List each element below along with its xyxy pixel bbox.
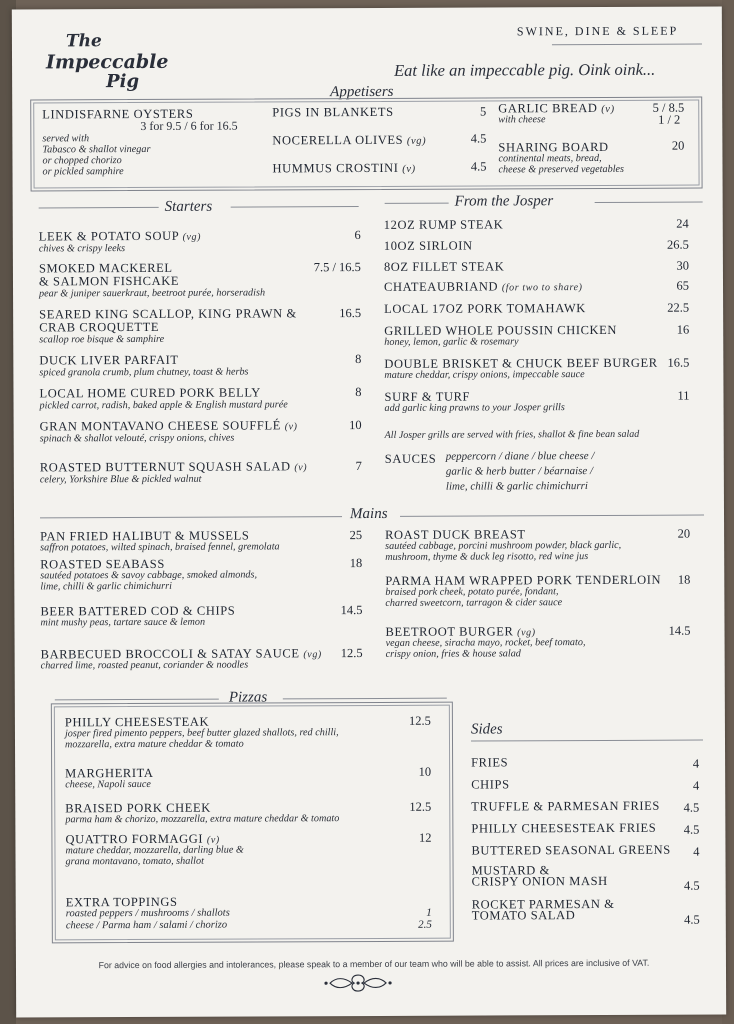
starter-6-desc-1: celery, Yorkshire Blue & pickled walnut bbox=[39, 473, 202, 486]
starter-4-desc-1: pickled carrot, radish, baked apple & English mustard purée bbox=[39, 399, 288, 412]
josper-2-name bbox=[384, 259, 505, 275]
side-5-price: 4.5 bbox=[683, 878, 700, 893]
josper-7-label: SURF & TURF bbox=[384, 389, 471, 404]
side-3-name: PHILLY CHEESESTEAK FRIES bbox=[471, 820, 657, 836]
starter-5-price: 10 bbox=[349, 418, 362, 433]
pizza-0-label: PHILLY CHEESESTEAK bbox=[64, 714, 210, 730]
appetiser-oysters-desc-2: Tabasco & shallot vinegar bbox=[42, 143, 151, 156]
extra-toppings-title: EXTRA TOPPINGS bbox=[65, 894, 178, 910]
main-right-0-desc-1: sautéed cabbage, porcini mushroom powder, black garlic, bbox=[385, 539, 622, 552]
ornament-icon bbox=[322, 972, 394, 999]
logo-line-pig: Pig bbox=[106, 70, 140, 93]
pizza-2-price: 12.5 bbox=[409, 799, 432, 814]
side-3-price: 4.5 bbox=[683, 822, 700, 837]
appetiser-olives-tag: (vg) bbox=[406, 135, 427, 147]
side-0-price: 4 bbox=[692, 756, 700, 771]
main-left-3-label: BARBECUED BROCCOLI & SATAY SAUCE bbox=[40, 646, 300, 662]
mains-right-list bbox=[12, 6, 722, 9]
josper-6-price: 16.5 bbox=[667, 355, 690, 370]
starter-1-price: 7.5 / 16.5 bbox=[313, 260, 361, 275]
josper-0-price: 24 bbox=[676, 216, 689, 231]
main-left-0-label: PAN FRIED HALIBUT & MUSSELS bbox=[40, 528, 250, 544]
sauces-line-3: lime, chilli & garlic chimichurri bbox=[445, 480, 588, 493]
josper-1-price: 26.5 bbox=[666, 237, 689, 252]
main-right-2-price: 14.5 bbox=[668, 623, 691, 638]
starter-3-desc-1: spiced granola crumb, plum chutney, toast & herbs bbox=[39, 366, 249, 379]
main-left-0-price: 25 bbox=[349, 528, 363, 543]
starter-5-desc-1: spinach & shallot velouté, crispy onions, chives bbox=[39, 432, 235, 445]
tagline: SWINE, DINE & SLEEP bbox=[516, 23, 679, 39]
main-left-1-price: 18 bbox=[349, 556, 363, 571]
starter-5-label: GRAN MONTAVANO CHEESE SOUFFLÉ bbox=[39, 418, 281, 434]
pizza-1-desc-1: cheese, Napoli sauce bbox=[65, 778, 151, 791]
side-4-name: BUTTERED SEASONAL GREENS bbox=[471, 842, 671, 858]
starter-2-label: SEARED KING SCALLOP, KING PRAWN & bbox=[39, 306, 297, 322]
josper-1-label: 10OZ SIRLOIN bbox=[383, 238, 473, 253]
josper-0-label: 12OZ RUMP STEAK bbox=[383, 217, 504, 232]
starters-rule-left bbox=[39, 207, 159, 209]
josper-2-price: 30 bbox=[676, 258, 689, 273]
mains-title: Mains bbox=[349, 505, 388, 523]
side-2-name: TRUFFLE & PARMESAN FRIES bbox=[471, 798, 660, 814]
josper-3-price: 65 bbox=[676, 278, 690, 293]
side-6-name: ROCKET PARMESAN & bbox=[471, 896, 615, 912]
starter-2-desc-1: scallop roe bisque & samphire bbox=[39, 333, 165, 346]
main-right-2-desc-2: crispy onion, fries & house salad bbox=[385, 648, 521, 660]
extra-toppings-price-1: 1 bbox=[426, 906, 432, 919]
pizzas-rule-right bbox=[283, 698, 447, 700]
main-left-1-label: ROASTED SEABASS bbox=[40, 556, 165, 572]
side-5-name-2: CRISPY ONION MASH bbox=[471, 873, 608, 889]
extra-toppings-price-2: 2.5 bbox=[418, 918, 432, 931]
appetiser-board-desc-2: cheese & preserved vegetables bbox=[498, 163, 625, 176]
josper-rule-left bbox=[385, 203, 449, 204]
side-4-price: 4 bbox=[693, 844, 700, 859]
mains-left-list bbox=[12, 6, 722, 9]
starter-0-tag: (vg) bbox=[182, 231, 202, 243]
appetiser-board-name: SHARING BOARD bbox=[498, 139, 609, 155]
starter-1-name-2: & SALMON FISHCAKE bbox=[38, 273, 180, 289]
josper-4-name bbox=[384, 301, 586, 317]
main-left-2-price: 14.5 bbox=[340, 603, 363, 618]
sauces-line-2: garlic & herb butter / béarnaise / bbox=[445, 465, 594, 478]
starter-4-price: 8 bbox=[355, 385, 362, 400]
pizza-3-price: 12 bbox=[418, 830, 432, 845]
starter-6-tag: (v) bbox=[294, 462, 308, 474]
sauces-line-1: peppercorn / diane / blue cheese / bbox=[445, 450, 595, 463]
sides-list bbox=[12, 6, 722, 9]
appetiser-blankets-price: 5 bbox=[479, 104, 487, 119]
appetiser-garlic-desc: with cheese bbox=[498, 114, 546, 126]
header-divider bbox=[552, 44, 702, 46]
josper-title: From the Josper bbox=[454, 193, 554, 210]
appetiser-garlic-price-2: 1 / 2 bbox=[658, 112, 681, 127]
appetiser-oysters-desc-4: or pickled samphire bbox=[42, 166, 124, 178]
sides-rule bbox=[471, 740, 703, 742]
main-left-3-tag: (vg) bbox=[303, 649, 322, 661]
main-left-1-desc-2: lime, chilli & garlic chimichurri bbox=[40, 580, 172, 593]
main-left-2-desc-1: mint mushy peas, tartare sauce & lemon bbox=[40, 616, 206, 629]
pizza-0-price: 12.5 bbox=[409, 713, 431, 728]
side-5-name: MUSTARD & bbox=[471, 863, 550, 878]
starter-2-price: 16.5 bbox=[339, 306, 362, 321]
starter-1-desc-1: pear & juniper sauerkraut, beetroot purée, horseradish bbox=[39, 287, 266, 300]
appetiser-oysters-desc-3: or chopped chorizo bbox=[42, 155, 122, 167]
main-left-2-label: BEER BATTERED COD & CHIPS bbox=[40, 603, 236, 619]
starter-4-label: LOCAL HOME CURED PORK BELLY bbox=[39, 385, 261, 401]
sides-title: Sides bbox=[470, 721, 503, 738]
starter-0-desc-1: chives & crispy leeks bbox=[38, 243, 126, 255]
starter-2-name-2: CRAB CROQUETTE bbox=[39, 319, 160, 335]
appetiser-board-desc-1: continental meats, bread, bbox=[498, 152, 602, 165]
sauces-label: SAUCES bbox=[384, 451, 437, 466]
main-right-1-price: 18 bbox=[677, 572, 691, 587]
side-2-price: 4.5 bbox=[683, 800, 700, 815]
josper-0-name bbox=[384, 217, 504, 233]
side-6-name-2: TOMATO SALAD bbox=[471, 908, 576, 923]
appetiser-garlic-price: 5 / 8.5 bbox=[652, 100, 685, 115]
starter-1-label: SMOKED MACKEREL bbox=[38, 260, 173, 276]
starter-0-name bbox=[39, 229, 201, 245]
starter-6-label: ROASTED BUTTERNUT SQUASH SALAD bbox=[39, 459, 291, 475]
mains-rule-left bbox=[40, 516, 342, 518]
starters-title: Starters bbox=[164, 198, 213, 215]
pizza-1-price: 10 bbox=[418, 764, 432, 779]
appetiser-hummus-label: HUMMUS CROSTINI bbox=[272, 160, 399, 176]
appetiser-hummus-price: 4.5 bbox=[470, 159, 487, 174]
josper-3-label: CHATEAUBRIAND bbox=[383, 279, 499, 294]
main-right-1-desc-2: charred sweetcorn, tarragon & cider sauce bbox=[385, 597, 563, 609]
josper-4-label: LOCAL 17OZ PORK TOMAHAWK bbox=[384, 301, 586, 316]
pizza-0-desc-2: mozzarella, extra mature cheddar & tomato bbox=[64, 738, 244, 751]
starter-5-tag: (v) bbox=[284, 421, 298, 433]
starter-0-price: 6 bbox=[354, 228, 361, 243]
pizza-2-label: BRAISED PORK CHEEK bbox=[65, 800, 211, 816]
main-right-2-label: BEETROOT BURGER bbox=[385, 624, 514, 639]
extra-toppings-line-2: cheese / Parma ham / salami / chorizo bbox=[65, 919, 228, 932]
side-0-name: FRIES bbox=[471, 755, 509, 770]
pizza-3-label: QUATTRO FORMAGGI bbox=[65, 831, 204, 847]
josper-note: All Josper grills are served with fries, shallot & fine bean salad bbox=[384, 428, 640, 441]
mains-rule-right bbox=[400, 515, 704, 517]
extra-toppings-line-1: roasted peppers / mushrooms / shallots bbox=[65, 907, 230, 920]
appetiser-oysters-price: 3 for 9.5 / 6 for 16.5 bbox=[140, 118, 238, 133]
josper-6-label: DOUBLE BRISKET & CHUCK BEEF BURGER bbox=[384, 355, 658, 371]
starter-0-label: LEEK & POTATO SOUP bbox=[38, 228, 179, 244]
allergy-notice: For advice on food allergies and intolerances, please speak to a member of our team who will be able to assist. All prices are inclusive of VAT. bbox=[98, 957, 650, 971]
starter-3-label: DUCK LIVER PARFAIT bbox=[39, 352, 179, 368]
josper-5-price: 16 bbox=[676, 322, 690, 337]
appetiser-oysters-desc-1: served with bbox=[42, 133, 90, 145]
pizza-1-label: MARGHERITA bbox=[65, 765, 154, 781]
pizzas-rule-left bbox=[55, 699, 219, 701]
appetiser-garlic-tag: (v) bbox=[601, 103, 615, 115]
appetiser-olives-price: 4.5 bbox=[470, 131, 487, 146]
starter-3-price: 8 bbox=[355, 352, 362, 367]
main-left-3-price: 12.5 bbox=[340, 646, 363, 661]
starter-6-price: 7 bbox=[355, 459, 362, 474]
josper-7-price: 11 bbox=[677, 388, 690, 403]
main-right-1-label: PARMA HAM WRAPPED PORK TENDERLOIN bbox=[385, 572, 662, 588]
appetiser-olives-name bbox=[272, 133, 426, 149]
main-right-0-desc-2: mushroom, thyme & duck leg risotto, red wine jus bbox=[385, 551, 589, 563]
main-right-0-label: ROAST DUCK BREAST bbox=[385, 527, 526, 542]
appetiser-oysters-name: LINDISFARNE OYSTERS bbox=[42, 106, 194, 122]
main-left-3-desc-1: charred lime, roasted peanut, coriander & noodles bbox=[40, 659, 249, 672]
starters-rule-right bbox=[231, 206, 359, 208]
main-left-1-desc-1: sautéed potatoes & savoy cabbage, smoked almonds, bbox=[40, 569, 258, 582]
josper-2-label: 8OZ FILLET STEAK bbox=[383, 259, 505, 274]
starters-list bbox=[12, 6, 722, 9]
side-1-price: 4 bbox=[692, 778, 700, 793]
appetisers-title: Appetisers bbox=[330, 83, 394, 101]
pizza-3-desc-1: mature cheddar, mozzarella, darling blue & bbox=[65, 844, 244, 857]
josper-3-tag: (for two to share) bbox=[501, 282, 583, 294]
menu-paper bbox=[12, 6, 726, 1017]
logo bbox=[40, 31, 169, 98]
pizzas-title: Pizzas bbox=[228, 689, 268, 706]
appetiser-blankets-name: PIGS IN BLANKETS bbox=[272, 104, 394, 120]
side-1-name: CHIPS bbox=[471, 777, 510, 792]
appetiser-board-price: 20 bbox=[671, 138, 685, 153]
pizza-3-tag: (v) bbox=[206, 834, 220, 846]
main-left-0-desc-1: saffron potatoes, wilted spinach, braised fennel, gremolata bbox=[40, 541, 280, 554]
josper-list bbox=[12, 6, 722, 9]
pizzas-list bbox=[12, 6, 722, 9]
logo-line-the: The bbox=[65, 31, 102, 52]
appetiser-olives-label: NOCERELLA OLIVES bbox=[272, 132, 404, 148]
josper-5-desc-1: honey, lemon, garlic & rosemary bbox=[384, 336, 519, 348]
josper-3-name bbox=[384, 279, 583, 295]
josper-5-label: GRILLED WHOLE POUSSIN CHICKEN bbox=[384, 322, 618, 338]
appetiser-hummus-name bbox=[272, 161, 415, 177]
josper-rule-right bbox=[595, 202, 703, 203]
pizza-2-desc-1: parma ham & chorizo, mozzarella, extra mature cheddar & tomato bbox=[65, 813, 340, 826]
appetiser-garlic-label: GARLIC BREAD bbox=[498, 100, 598, 116]
main-right-0-price: 20 bbox=[677, 526, 691, 541]
main-right-1-desc-1: braised pork cheek, potato purée, fondant, bbox=[385, 586, 559, 598]
pizza-3-desc-2: grana montavano, tomato, shallot bbox=[65, 855, 204, 868]
josper-7-desc-1: add garlic king prawns to your Josper grills bbox=[384, 402, 565, 414]
main-right-2-desc-1: vegan cheese, siracha mayo, rocket, beef tomato, bbox=[385, 637, 586, 649]
josper-6-desc-1: mature cheddar, crispy onions, impeccable sauce bbox=[384, 369, 585, 381]
logo-line-impeccable: Impeccable bbox=[45, 50, 169, 74]
josper-4-price: 22.5 bbox=[667, 300, 690, 315]
josper-1-name bbox=[384, 239, 473, 254]
main-right-2-tag: (vg) bbox=[517, 627, 536, 639]
side-6-price: 4.5 bbox=[684, 912, 700, 927]
appetiser-hummus-tag: (v) bbox=[402, 163, 416, 175]
slogan: Eat like an impeccable pig. Oink oink... bbox=[394, 59, 656, 80]
pizza-0-desc-1: josper fired pimento peppers, beef butter glazed shallots, red chilli, bbox=[64, 727, 339, 740]
